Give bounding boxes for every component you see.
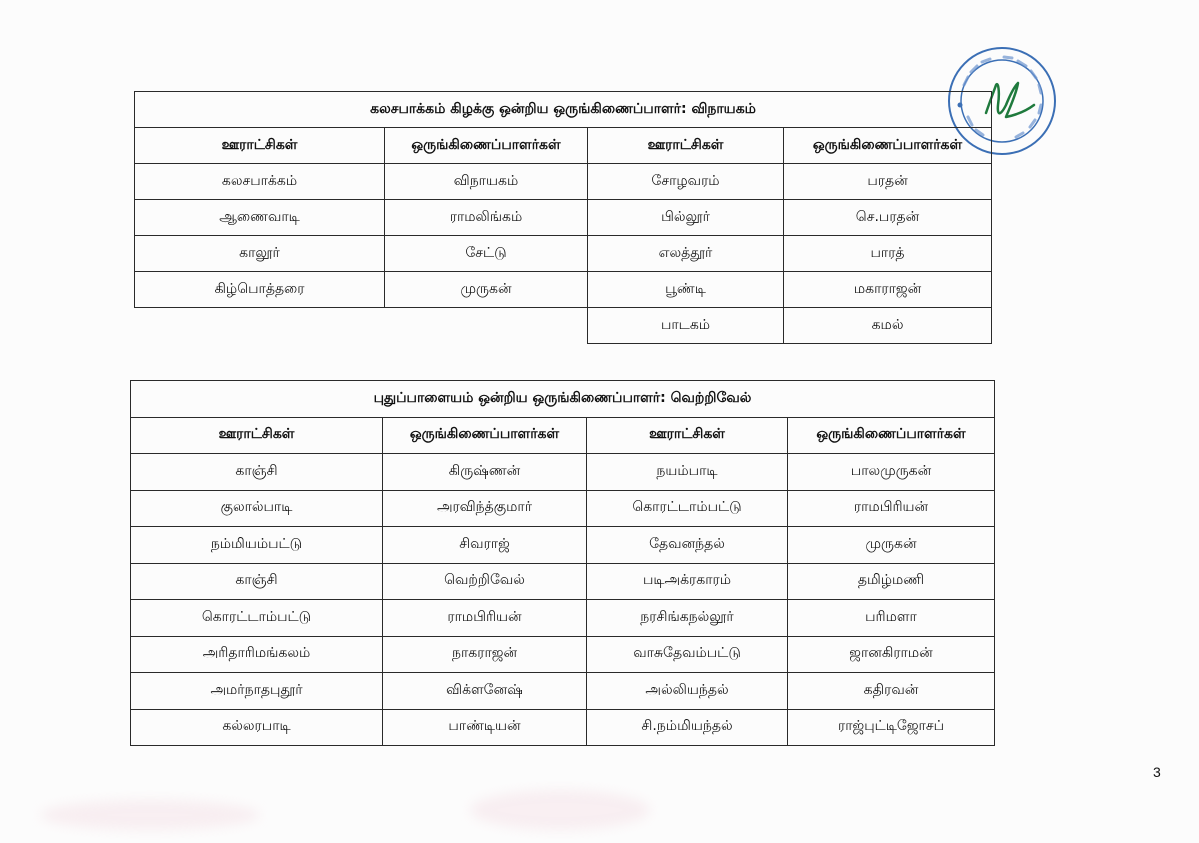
table-cell: காலூர் bbox=[135, 236, 385, 272]
table-cell: கொரட்டாம்பட்டு bbox=[131, 600, 383, 637]
table-row bbox=[135, 272, 992, 308]
column-header: ஊராட்சிகள் bbox=[587, 417, 788, 454]
table-cell: கிருஷ்ணன் bbox=[383, 454, 587, 491]
table-cell: அரவிந்த்குமார் bbox=[383, 490, 587, 527]
table-row bbox=[135, 164, 992, 200]
table-cell: செ.பரதன் bbox=[784, 200, 992, 236]
table-cell: மகாராஜன் bbox=[784, 272, 992, 308]
table-cell: தமிழ்மணி bbox=[788, 563, 995, 600]
table-cell: சிவராஜ் bbox=[383, 527, 587, 564]
table-cell: வெற்றிவேல் bbox=[383, 563, 587, 600]
table-cell: காஞ்சி bbox=[131, 563, 383, 600]
table-cell: பில்லூர் bbox=[588, 200, 784, 236]
table-cell: ராமலிங்கம் bbox=[385, 200, 588, 236]
table-cell: கொரட்டாம்பட்டு bbox=[587, 490, 788, 527]
table-cell: நயம்பாடி bbox=[587, 454, 788, 491]
table-row bbox=[135, 236, 992, 272]
table-row bbox=[135, 308, 992, 344]
table-cell: பாடகம் bbox=[588, 308, 784, 344]
column-header: ஒருங்கிணைப்பாளர்கள் bbox=[383, 417, 587, 454]
page-number: 3 bbox=[1153, 764, 1161, 780]
table-cell: தேவனந்தல் bbox=[587, 527, 788, 564]
table-cell: பூண்டி bbox=[588, 272, 784, 308]
coordinators-table-pudupalayam bbox=[130, 380, 995, 746]
column-header: ஒருங்கிணைப்பாளர்கள் bbox=[788, 417, 995, 454]
table-row bbox=[131, 527, 995, 564]
table-row bbox=[131, 600, 995, 637]
table-cell: காஞ்சி bbox=[131, 454, 383, 491]
empty-cell bbox=[135, 308, 588, 344]
table-cell: படிஅக்ரகாரம் bbox=[587, 563, 788, 600]
table-cell: பாலமுருகன் bbox=[788, 454, 995, 491]
table-cell: ஆணைவாடி bbox=[135, 200, 385, 236]
table-cell: கிழ்பொத்தரை bbox=[135, 272, 385, 308]
table-cell: பரதன் bbox=[784, 164, 992, 200]
table-cell: எலத்தூர் bbox=[588, 236, 784, 272]
table-cell: விக்ளனேஷ் bbox=[383, 673, 587, 710]
table-row bbox=[131, 709, 995, 746]
table-cell: ராமபிரியன் bbox=[788, 490, 995, 527]
table-row bbox=[131, 673, 995, 710]
column-header: ஊராட்சிகள் bbox=[135, 128, 385, 164]
column-header: ஒருங்கிணைப்பாளர்கள் bbox=[385, 128, 588, 164]
table-cell: கலசபாக்கம் bbox=[135, 164, 385, 200]
table-cell: நம்மியம்பட்டு bbox=[131, 527, 383, 564]
table-cell: சோழவரம் bbox=[588, 164, 784, 200]
table-cell: சேட்டு bbox=[385, 236, 588, 272]
table-cell: ஜானகிராமன் bbox=[788, 636, 995, 673]
table-cell: வாசுதேவம்பட்டு bbox=[587, 636, 788, 673]
table-cell: அமர்நாதபுதூர் bbox=[131, 673, 383, 710]
table-cell: விநாயகம் bbox=[385, 164, 588, 200]
table-row bbox=[131, 454, 995, 491]
column-header: ஊராட்சிகள் bbox=[588, 128, 784, 164]
table-cell: நரசிங்கநல்லூர் bbox=[587, 600, 788, 637]
table-cell: பாரத் bbox=[784, 236, 992, 272]
table-row bbox=[131, 490, 995, 527]
table-cell: பரிமளா bbox=[788, 600, 995, 637]
table-cell: கல்லரபாடி bbox=[131, 709, 383, 746]
column-header: ஒருங்கிணைப்பாளர்கள் bbox=[784, 128, 992, 164]
table-row bbox=[135, 200, 992, 236]
table-cell: கதிரவன் bbox=[788, 673, 995, 710]
table-row bbox=[131, 563, 995, 600]
table-cell: ராமபிரியன் bbox=[383, 600, 587, 637]
table-cell: முருகன் bbox=[788, 527, 995, 564]
table-cell: ராஜ்புட்டிஜோசப் bbox=[788, 709, 995, 746]
coordinators-table-kalasapakkam bbox=[134, 91, 992, 344]
paper-stain bbox=[470, 790, 650, 830]
table-cell: கமல் bbox=[784, 308, 992, 344]
table-cell: பாண்டியன் bbox=[383, 709, 587, 746]
table-cell: அரிதாரிமங்கலம் bbox=[131, 636, 383, 673]
table-cell: அல்லியந்தல் bbox=[587, 673, 788, 710]
table-cell: நாகராஜன் bbox=[383, 636, 587, 673]
table-row bbox=[131, 636, 995, 673]
table-title: புதுப்பாளையம் ஒன்றிய ஒருங்கிணைப்பாளர்: வெற்றிவேல் bbox=[131, 381, 995, 418]
table-cell: குலால்பாடி bbox=[131, 490, 383, 527]
column-header: ஊராட்சிகள் bbox=[131, 417, 383, 454]
table-cell: முருகன் bbox=[385, 272, 588, 308]
table-title: கலசபாக்கம் கிழக்கு ஒன்றிய ஒருங்கிணைப்பாளர்: விநாயகம் bbox=[135, 92, 992, 128]
paper-stain bbox=[40, 800, 260, 830]
table-cell: சி.நம்மியந்தல் bbox=[587, 709, 788, 746]
